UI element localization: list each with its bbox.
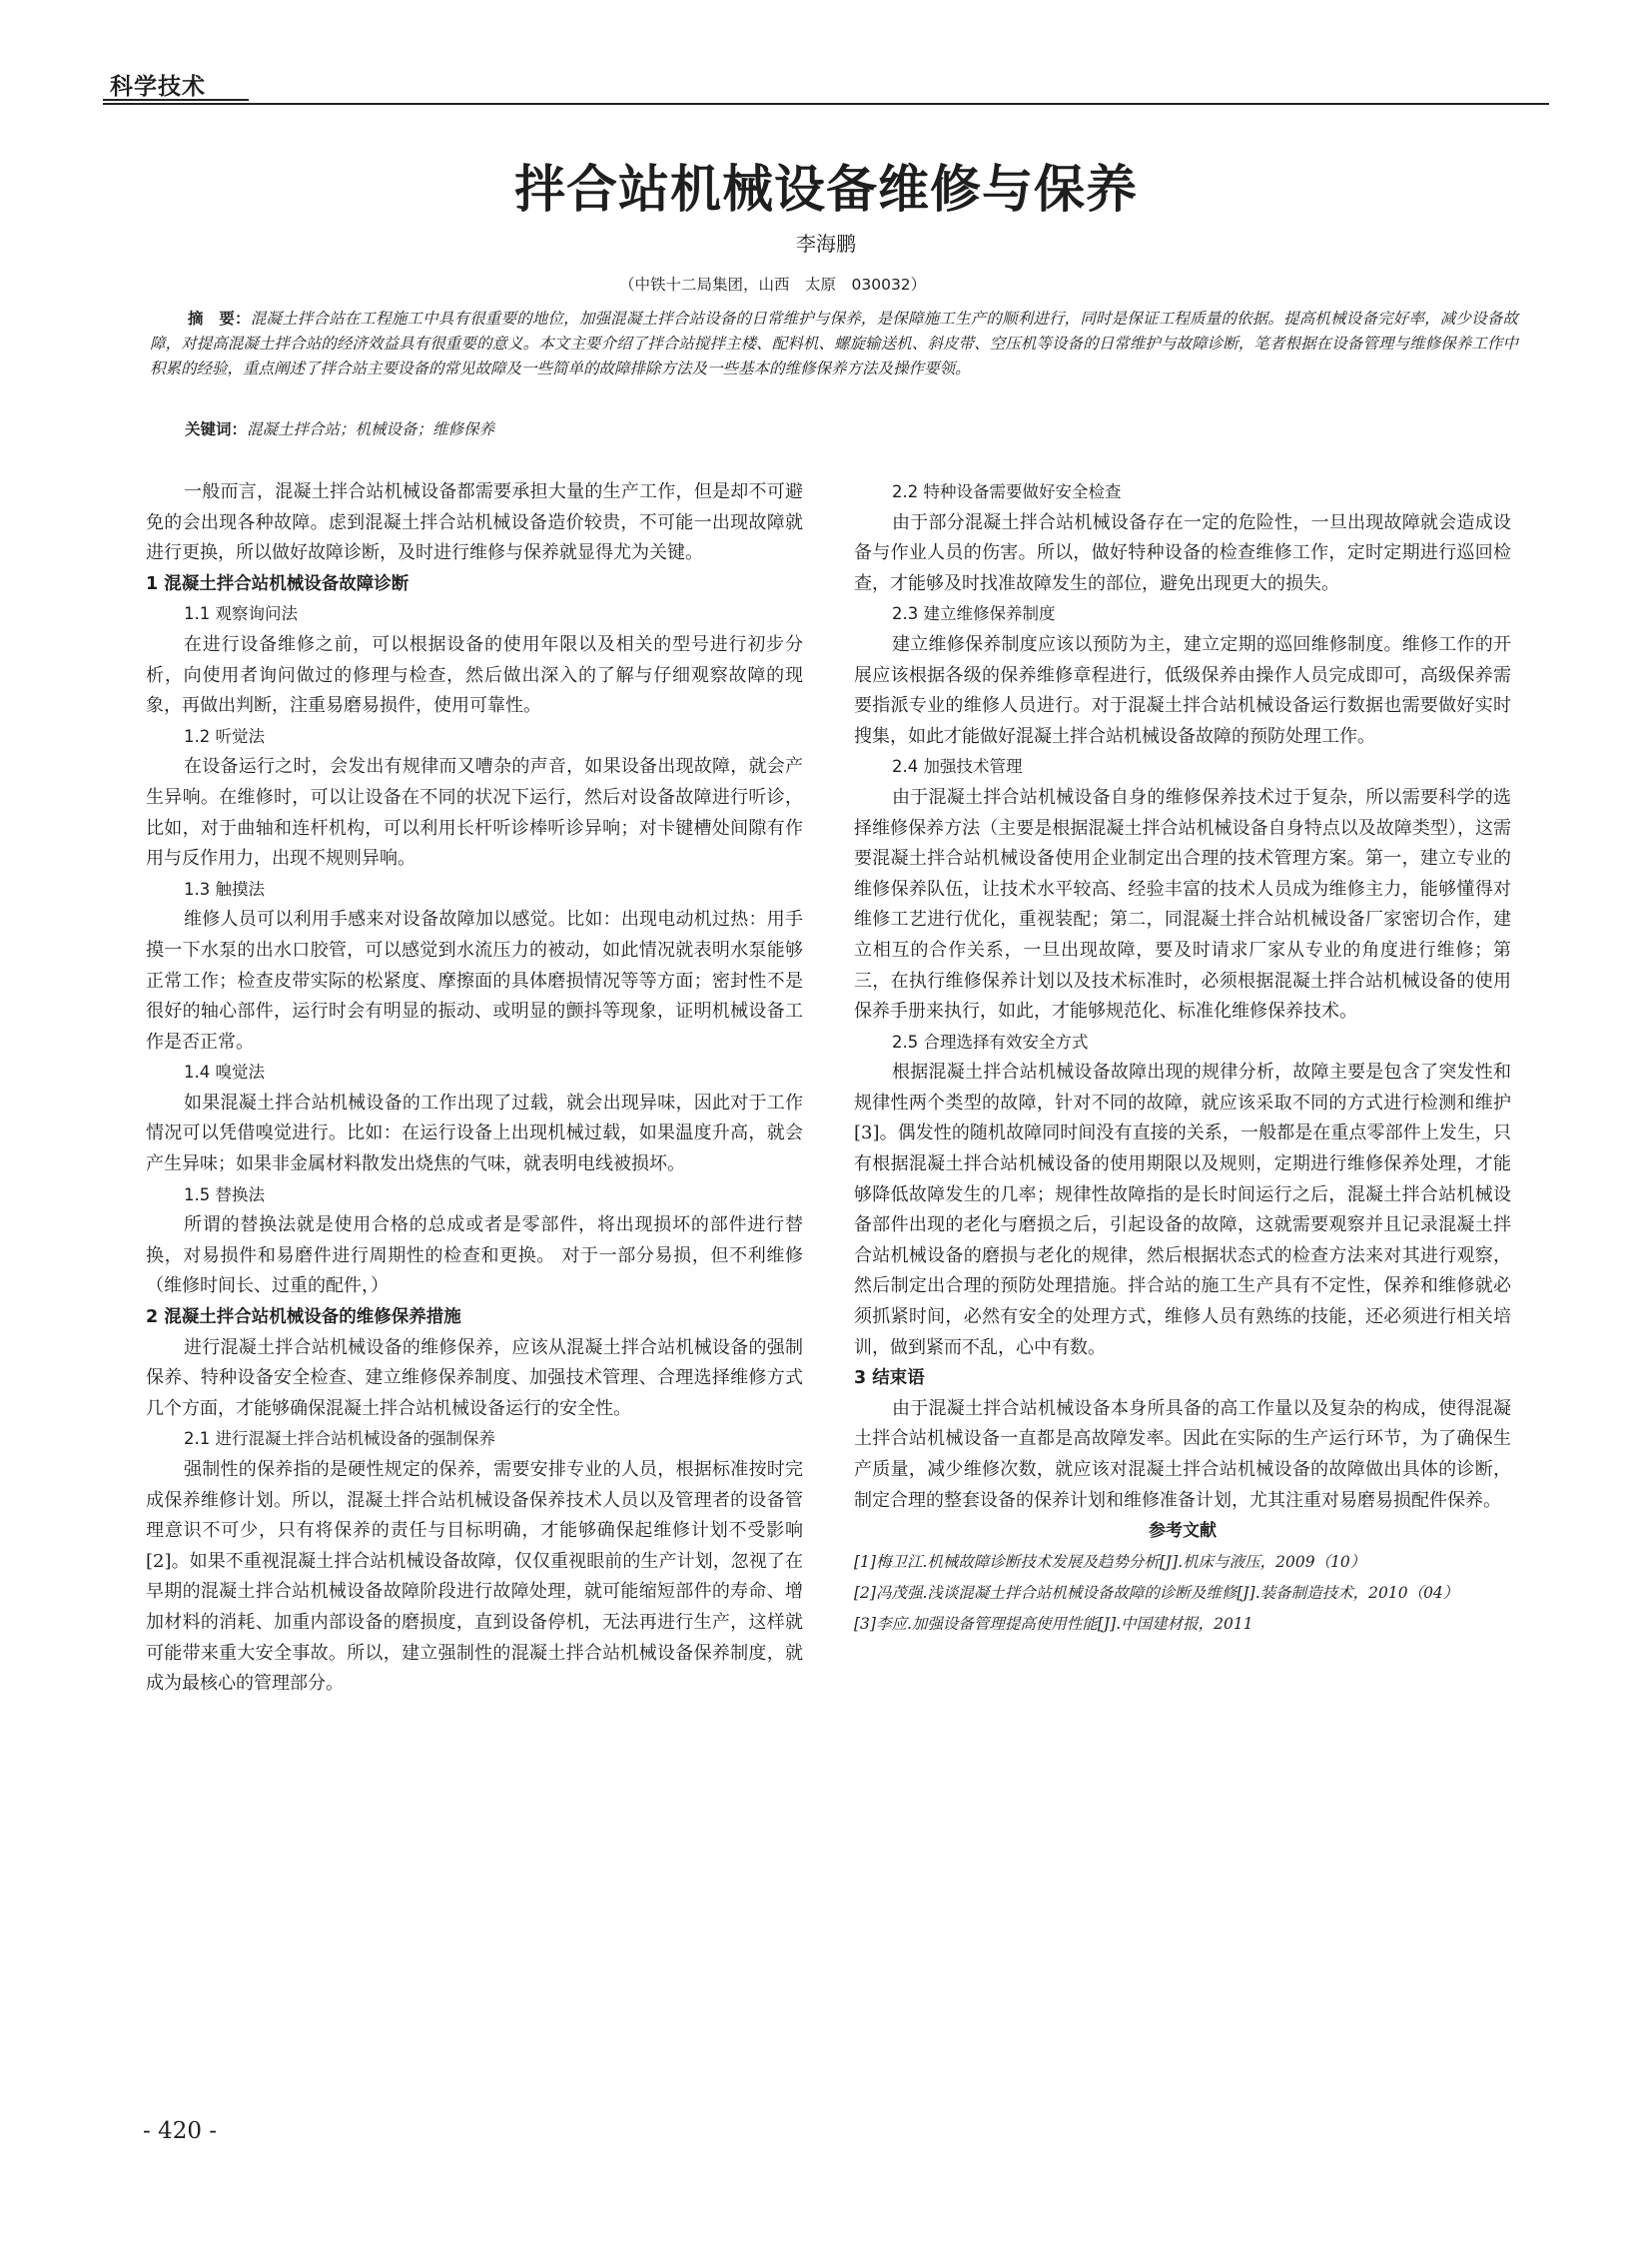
section-3-text: 由于混凝土拌合站机械设备本身所具备的高工作量以及复杂的构成，使得混凝土拌合站机械设备一直都是高故障发率。因此在实际的生产运行环节，为了确保生产质量，减少维修次数，就应该对混凝土拌合站机械设备的故障做出具体的诊断，制定合理的整套设备的保养计划和维修准备计划，尤其注重对易磨易损配件保养。	[854, 1397, 1511, 1511]
article-title: 拌合站机械设备维修与保养	[513, 161, 1138, 220]
left-column	[146, 477, 803, 1700]
keywords	[185, 417, 1513, 442]
keywords-text: 混凝土拌合站；机械设备；维修保养	[247, 420, 495, 438]
reference-item: [2]冯茂强.浅谈混凝土拌合站机械设备故障的诊断及维修[J].装备制造技术，2010（04）	[854, 1583, 1459, 1602]
section-1-3-text: 维修人员可以利用手感来对设备故障加以感觉。比如：出现电动机过热：用手摸一下水泵的出水口胶管，可以感觉到水流压力的被动，如此情况就表明水泵能够正常工作；检查皮带实际的松紧度、摩擦面的具体磨损情况等等方面；密封性不是很好的轴心部件，运行时会有明显的振动、或明显的颤抖等现象，证明机械设备工作是否正常。	[146, 909, 803, 1053]
section-2-5-heading: 2.5 合理选择有效安全方式	[892, 1032, 1089, 1052]
section-2-heading: 2 混凝土拌合站机械设备的维修保养措施	[146, 1307, 461, 1328]
header-rule-short	[103, 99, 249, 101]
section-2-2-heading: 2.2 特种设备需要做好安全检查	[892, 482, 1122, 501]
section-2-1-text: 强制性的保养指的是硬性规定的保养，需要安排专业的人员，根据标准按时完成保养维修计划。所以，混凝土拌合站机械设备保养技术人员以及管理者的设备管理意识不可少，只有将保养的责任与目标明确，才能够确保起维修计划不受影响[2]。如果不重视混凝土拌合站机械设备故障，仅仅重视眼前的生产计划，忽视了在早期的混凝土拌合站机械设备故障阶段进行故障处理，就可能缩短部件的寿命、增加材料的消耗、加重内部设备的磨损度，直到设备停机，无法再进行生产，这样就可能带来重大安全事故。所以，建立强制性的混凝土拌合站机械设备保养制度，就成为最核心的管理部分。	[146, 1459, 803, 1695]
section-2-3-text: 建立维修保养制度应该以预防为主，建立定期的巡回维修制度。维修工作的开展应该根据各级的保养维修章程进行，低级保养由操作人员完成即可，高级保养需要指派专业的维修人员进行。对于混凝土拌合站机械设备运行数据也需要做好实时搜集，如此才能做好混凝土拌合站机械设备故障的预防处理工作。	[854, 633, 1511, 747]
article-author: 李海鹏	[796, 232, 856, 256]
abstract	[150, 307, 1518, 381]
section-1-5-heading: 1.5 替换法	[184, 1184, 265, 1204]
section-label: 科学技术	[110, 74, 206, 100]
section-2-4-heading: 2.4 加强技术管理	[892, 757, 1023, 777]
right-column	[854, 477, 1511, 1640]
section-2-2-text: 由于部分混凝土拌合站机械设备存在一定的危险性，一旦出现故障就会造成设备与作业人员的伤害。所以，做好特种设备的检查维修工作，定时定期进行巡回检查，才能够及时找准故障发生的部位，避免出现更大的损失。	[854, 511, 1511, 594]
section-3-heading: 3 结束语	[854, 1368, 925, 1389]
section-1-5-text: 所谓的替换法就是使用合格的总成或者是零部件，将出现损坏的部件进行替换，对易损件和易磨件进行周期性的检查和更换。 对于一部分易损，但不利维修（维修时间长、过重的配件，）	[146, 1214, 803, 1297]
page-number: - 420 -	[143, 2118, 218, 2144]
section-2-text: 进行混凝土拌合站机械设备的维修保养，应该从混凝土拌合站机械设备的强制保养、特种设备安全检查、建立维修保养制度、加强技术管理、合理选择维修方式几个方面，才能够确保混凝土拌合站机械设备运行的安全性。	[146, 1336, 803, 1419]
keywords-label: 关键词：	[185, 420, 248, 438]
intro-paragraph: 一般而言，混凝土拌合站机械设备都需要承担大量的生产工作，但是却不可避免的会出现各种故障。虑到混凝土拌合站机械设备造价较贵，不可能一出现故障就进行更换，所以做好故障诊断，及时进行维修与保养就显得尤为关键。	[146, 481, 803, 564]
section-1-2-heading: 1.2 听觉法	[184, 726, 265, 746]
section-2-4-text: 由于混凝土拌合站机械设备自身的维修保养技术过于复杂，所以需要科学的选择维修保养方法（主要是根据混凝土拌合站机械设备自身特点以及故障类型），这需要混凝土拌合站机械设备使用企业制定出合理的技术管理方案。第一，建立专业的维修保养队伍，让技术水平较高、经验丰富的技术人员成为维修主力，能够懂得对维修工艺进行优化，重视装配；第二，同混凝土拌合站机械设备厂家密切合作，建立相互的合作关系，一旦出现故障，要及时请求厂家从专业的角度进行维修；第三，在执行维修保养计划以及技术标准时，必须根据混凝土拌合站机械设备的使用保养手册来执行，如此，才能够规范化、标准化维修保养技术。	[854, 786, 1511, 1023]
references-heading: 参考文献	[1149, 1521, 1217, 1542]
reference-item: [3]李应.加强设备管理提高使用性能[J].中国建材报，2011	[854, 1614, 1253, 1633]
section-2-5-text: 根据混凝土拌合站机械设备故障出现的规律分析，故障主要是包含了突发性和规律性两个类型的故障，针对不同的故障，就应该采取不同的方式进行检测和维护[3]。偶发性的随机故障同时间没有直接的关系，一般都是在重点零部件上发生，只有根据混凝土拌合站机械设备的使用期限以及规则，定期进行维修保养处理，才能够降低故障发生的几率；规律性故障指的是长时间运行之后，混凝土拌合站机械设备部件出现的老化与磨损之后，引起设备的故障，这就需要观察并且记录混凝土拌合站机械设备的磨损与老化的规律，然后根据状态式的检查方法来对其进行观察，然后制定出合理的预防处理措施。拌合站的施工生产具有不定性，保养和维修就必须抓紧时间，必然有安全的处理方式，维修人员有熟练的技能，还必须进行相关培训，做到紧而不乱，心中有数。	[854, 1062, 1511, 1358]
header-rule	[103, 103, 1549, 105]
reference-item: [1]梅卫江.机械故障诊断技术发展及趋势分析[J].机床与液压，2009（10）	[854, 1552, 1366, 1571]
section-2-3-heading: 2.3 建立维修保养制度	[892, 604, 1056, 624]
section-2-1-heading: 2.1 进行混凝土拌合站机械设备的强制保养	[184, 1429, 495, 1449]
section-1-1-heading: 1.1 观察询问法	[184, 604, 298, 624]
section-1-2-text: 在设备运行之时，会发出有规律而又嘈杂的声音，如果设备出现故障，就会产生异响。在维修时，可以让设备在不同的状况下运行，然后对设备故障进行听诊，比如，对于曲轴和连杆机构，可以利用长杆听诊棒听诊异响；对卡键槽处间隙有作用与反作用力，出现不规则异响。	[146, 756, 803, 870]
section-1-4-heading: 1.4 嗅觉法	[184, 1063, 265, 1083]
section-1-3-heading: 1.3 触摸法	[184, 879, 265, 899]
section-1-heading: 1 混凝土拌合站机械设备故障诊断	[146, 573, 410, 594]
abstract-label: 摘 要：	[188, 310, 251, 328]
article-affiliation: （中铁十二局集团，山西 太原 030032）	[619, 276, 927, 294]
abstract-text: 混凝土拌合站在工程施工中具有很重要的地位，加强混凝土拌合站设备的日常维护与保养，是保障施工生产的顺利进行，同时是保证工程质量的依据。提高机械设备完好率，减少设备故障，对提高混凝土拌合站的经济效益具有很重要的意义。本文主要介绍了拌合站搅拌主楼、配料机、螺旋输送机、斜皮带、空压机等设备的日常维护与故障诊断，笔者根据在设备管理与维修保养工作中积累的经验，重点阐述了拌合站主要设备的常见故障及一些简单的故障排除方法及一些基本的维修保养方法及操作要领。	[150, 310, 1518, 377]
section-1-1-text: 在进行设备维修之前，可以根据设备的使用年限以及相关的型号进行初步分析，向使用者询问做过的修理与检查，然后做出深入的了解与仔细观察故障的现象，再做出判断，注重易磨易损件，使用可靠性。	[146, 633, 803, 717]
section-1-4-text: 如果混凝土拌合站机械设备的工作出现了过载，就会出现异味，因此对于工作情况可以凭借嗅觉进行。比如：在运行设备上出现机械过载，如果温度升高，就会产生异味；如果非金属材料散发出烧焦的气味，就表明电线被损坏。	[146, 1092, 803, 1175]
